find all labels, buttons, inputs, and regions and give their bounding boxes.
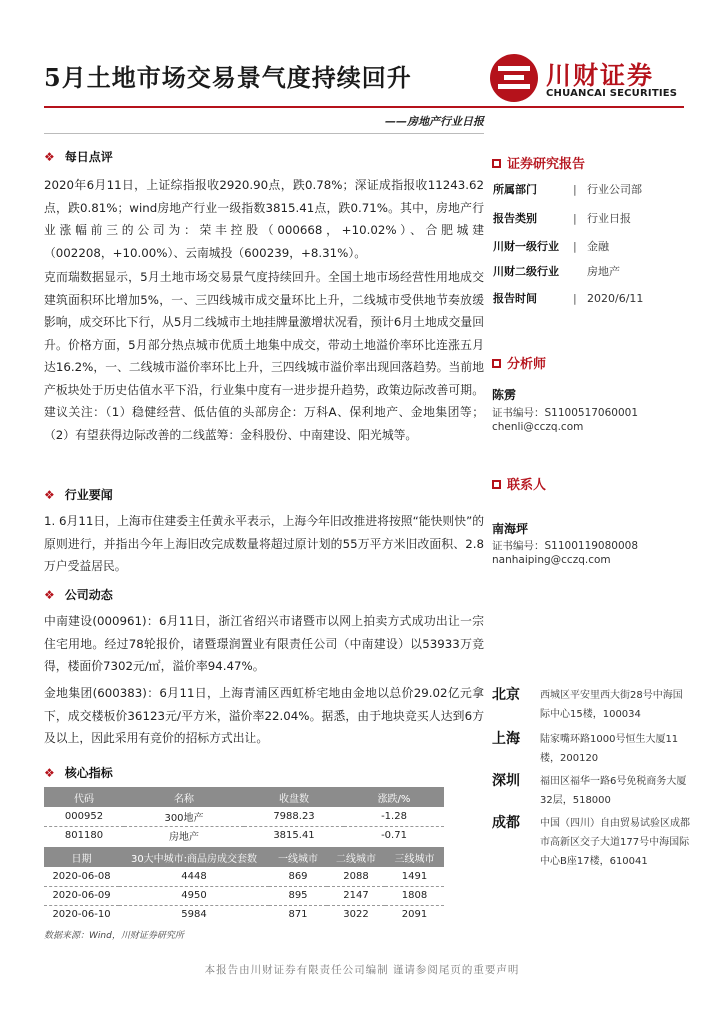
company-logo [490, 54, 680, 104]
table-cell: 2091 [401, 909, 428, 921]
table-cell: 000952 [44, 807, 124, 826]
table-header-row [44, 787, 444, 807]
sidebar-heading-analyst: 分析师 [492, 353, 546, 372]
analyst-email[interactable]: chenli@cczq.com [492, 421, 584, 433]
table-row [44, 826, 444, 845]
table-cell: 300地产 [124, 807, 244, 826]
office-address-shanghai: 陆家嘴环路1000号恒生大厦11楼，200120 [540, 734, 679, 764]
diamond-bullet-icon: ❖ [44, 588, 55, 602]
logo-text-en: CHUANCAI SECURITIES [546, 88, 678, 99]
section-heading-daily-comment: ❖ 每日点评 [44, 150, 113, 164]
table-cell: 3022 [343, 909, 369, 921]
info-row-report-type: 报告类别 | 行业日报 [493, 212, 631, 225]
sidebar-heading-report: 证券研究报告 [492, 153, 585, 172]
table-header-row [44, 847, 444, 867]
table-header-cell: 代码 [44, 787, 124, 807]
table-header-cell: 涨跌/% [344, 787, 444, 807]
table-cell: 2020-06-10 [52, 909, 111, 921]
page-title: 5月土地市场交易景气度持续回升 [44, 63, 412, 92]
square-bullet-icon [492, 359, 501, 368]
table-row [44, 807, 444, 826]
diamond-bullet-icon: ❖ [44, 150, 55, 164]
table-cell: 7988.23 [244, 807, 344, 826]
diamond-bullet-icon: ❖ [44, 488, 55, 502]
table-cell: 895 [269, 886, 327, 905]
company-news-paragraph-1: 中南建设(000961)：6月11日，浙江省绍兴市诸暨市以网上拍卖方式成功出让一宗住宅用地。经过78轮报价，诸暨璟润置业有限责任公司（中南建设）以53933万竞得，楼面价7302元/㎡，溢价率94.47%。 [44, 614, 484, 673]
info-row-report-date: 报告时间 | 2020/6/11 [493, 292, 644, 305]
company-news-paragraph-2: 金地集团(600383)：6月11日，上海青浦区西虹桥宅地由金地以总价29.02亿元拿下，成交楼板价36123元/平方米，溢价率22.04%。据悉，由于地块竞买人达到6方及以上，因此采用有竞价的招标方式出让。 [44, 686, 484, 745]
industry-news-paragraph: 1. 6月11日，上海市住建委主任黄永平表示，上海今年旧改推进将按照“能快则快”的原则进行，并指出今年上海旧改完成数量将超过原计划的55万平方米旧改面积、2.8万户受益居民。 [44, 514, 484, 573]
table-cell: 房地产 [169, 832, 199, 844]
table-cell: -1.28 [344, 807, 444, 826]
table-header-cell: 二线城市 [327, 847, 385, 867]
office-city-beijing: 北京 [492, 687, 520, 703]
section-heading-core-indicators: ❖ 核心指标 [44, 766, 113, 780]
table-cell: 4950 [119, 886, 269, 905]
office-address-shenzhen: 福田区福华一路6号免税商务大厦32层，518000 [540, 776, 687, 806]
table-header-cell: 日期 [44, 847, 119, 867]
analyst-name: 陈雳 [492, 388, 517, 402]
square-bullet-icon [492, 480, 501, 489]
sidebar-heading-contact: 联系人 [492, 474, 546, 493]
data-source-note: 数据来源：Wind，川财证券研究所 [44, 931, 184, 941]
contact-cert: 证书编号：S1100119080008 [492, 540, 639, 552]
section-heading-company-news: ❖ 公司动态 [44, 588, 113, 602]
index-table [44, 787, 444, 845]
table-cell: 5984 [181, 909, 207, 921]
table-cell: 2020-06-09 [44, 886, 119, 905]
table-row [44, 867, 444, 886]
report-subtitle: ——房地产行业日报 [385, 115, 484, 128]
table-cell: 1491 [385, 867, 444, 886]
info-row-level2-industry: 川财二级行业 房地产 [493, 265, 620, 278]
square-bullet-icon [492, 159, 501, 168]
contact-name: 南海坪 [492, 522, 529, 536]
office-city-shanghai: 上海 [492, 731, 520, 747]
table-cell: 4448 [119, 867, 269, 886]
table-header-cell: 一线城市 [269, 847, 327, 867]
office-city-chengdu: 成都 [492, 815, 520, 831]
table-header-cell: 30大中城市:商品房成交套数 [119, 847, 269, 867]
table-row [44, 886, 444, 905]
info-row-level1-industry: 川财一级行业 | 金融 [493, 240, 609, 253]
daily-comment-paragraph-1: 2020年6月11日，上证综指报收2920.90点，跌0.78%；深证成指报收11243.62点，跌0.81%；wind房地产行业一级指数3815.41点，跌0.71%。其中，房地产行业涨幅前三的公司为：荣丰控股（000668，+10.02%）、合肥城建（002208，+10.00%）、云南城投（600239，+8.31%）。 [44, 178, 484, 260]
section-heading-industry-news: ❖ 行业要闻 [44, 488, 113, 502]
transaction-table [44, 847, 444, 924]
table-cell: 2147 [327, 886, 385, 905]
table-row [44, 905, 444, 924]
table-header-cell: 三线城市 [385, 847, 444, 867]
table-header-cell: 名称 [124, 787, 244, 807]
page-footer-disclaimer: 本报告由川财证券有限责任公司编制 谨请参阅尾页的重要声明 [204, 964, 520, 976]
office-city-shenzhen: 深圳 [492, 773, 520, 789]
table-cell: 871 [288, 909, 308, 921]
contact-email[interactable]: nanhaiping@cczq.com [492, 554, 611, 566]
table-cell: 869 [269, 867, 327, 886]
table-cell: 2088 [327, 867, 385, 886]
table-header-cell: 收盘数 [244, 787, 344, 807]
table-cell: 3815.41 [273, 830, 315, 842]
subtitle-divider [44, 133, 484, 134]
analyst-cert: 证书编号：S1100517060001 [492, 407, 639, 419]
diamond-bullet-icon: ❖ [44, 766, 55, 780]
table-cell: 1808 [385, 886, 444, 905]
header-divider [44, 106, 684, 108]
table-cell: 801180 [64, 830, 104, 842]
info-row-department: 所属部门 | 行业公司部 [493, 183, 642, 196]
table-cell: 2020-06-08 [44, 867, 119, 886]
logo-text-cn: 川财证券 [546, 61, 655, 90]
daily-comment-paragraph-2: 克而瑞数据显示，5月土地市场交易景气度持续回升。全国土地市场经营性用地成交建筑面积环比增加5%，一、三四线城市成交量环比上升，二线城市受供地节奏放缓影响，成交环比下行，从5月二线城市土地挂牌量激增状况看，预计6月土地成交量回升。价格方面，5月部分热点城市优质土地集中成交，带动土地溢价率环比连涨五月达16.2%，一、二线城市溢价率环比上升，三四线城市溢价率出现回落趋势。当前地产板块处于历史估值水平下沿，行业集中度有一进步提升趋势，政策边际改善可期。建议关注：（1）稳健经营、低估值的头部房企：万科A、保利地产、金地集团等；（2）有望获得边际改善的二线蓝筹：金科股份、中南建设、阳光城等。 [44, 270, 484, 442]
logo-mark-icon [490, 54, 538, 102]
office-address-chengdu: 中国（四川）自由贸易试验区成都市高新区交子大道177号中海国际中心B座17楼，610041 [540, 818, 690, 867]
office-address-beijing: 西城区平安里西大街28号中海国际中心15楼，100034 [540, 690, 683, 720]
table-cell: -0.71 [381, 830, 407, 842]
